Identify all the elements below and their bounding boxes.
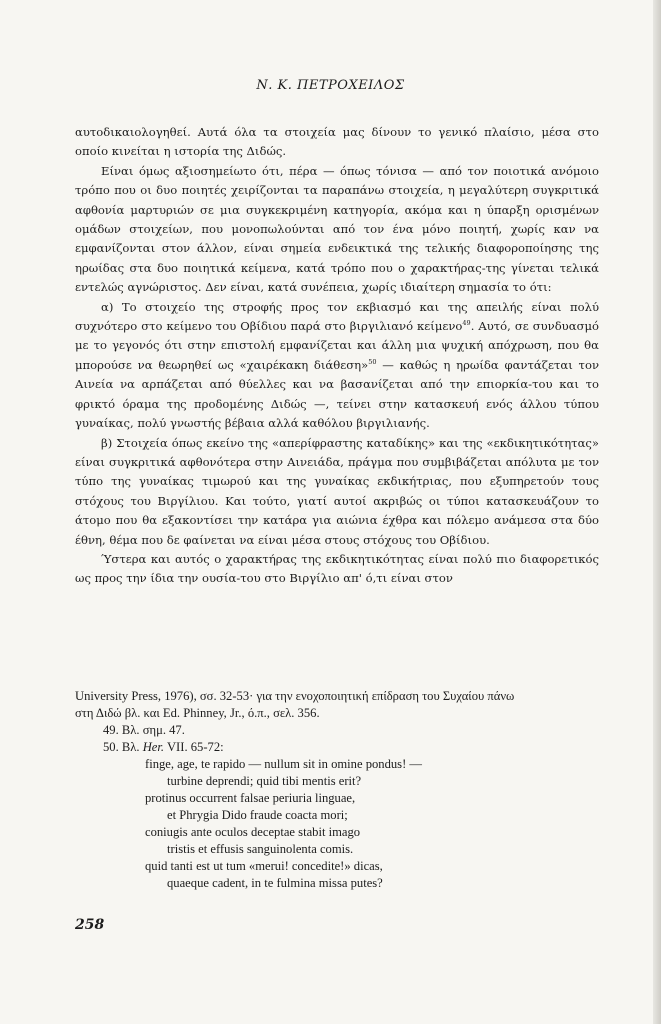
verse-line: turbine deprendi; quid tibi mentis erit?: [167, 774, 362, 788]
verse-line: coniugis ante oculos deceptae stabit imago: [145, 825, 361, 839]
footnote-ref-50: 50: [368, 358, 377, 367]
page-number: 258: [75, 917, 105, 933]
footnote-50-reference: VII. 65-72:: [164, 740, 224, 754]
footnote-ref-49: 49: [462, 319, 471, 328]
running-header: Ν. Κ. ΠΕΤΡΟΧΕΙΛΟΣ: [256, 78, 405, 93]
footnote-49: 49. Βλ. σημ. 47.: [103, 723, 185, 737]
paragraph-alpha-part1: α) Το στοιχείο της στροφής προς τον εκβιασμό και της απειλής είναι πολύ συχνότερο στο κείμενο του Οβίδιου παρά στο βιργιλιανό κείμενο: [75, 299, 599, 334]
paragraph-2: Είναι όμως αξιοσημείωτο ότι, πέρα — όπως τόνισα — από τον ποιοτικά ανόμοιο τρόπο που οι δυο ποιητές χειρίζονται τα παραπάνω στοιχεία, η μεγαλύτερη συγκριτικά αφθονία μαρτυριών σε μια συγκεκριμένη κατηγορία, ακόμα και η ύπαρξη ορισμένων ομάδων στοιχείων, που μονοπωλούνται από τον ένα μόνο ποιητή, χωρίς καν να εμφανίζονται στον άλλον, είναι σημεία ενδεικτικά της τελικής διαφοροποίησης της ηρωίδας στα δυο ποιητικά κείμενα, κατά τρόπο που ο χαρακτήρας-της γίνεται τελικά εντελώς αγνώριστος. Δεν είναι, κατά συνέπεια, χωρίς ιδιαίτερη σημασία το ότι:: [75, 163, 599, 295]
verse-line: quid tanti est ut tum «merui! concedite!» dicas,: [145, 859, 383, 873]
paragraph-alpha-part2: . Αυτό, σε συνδυασμό με το γεγονός ότι στην επιστολή εμφανίζεται και άλλη μια ψυχική απόχρωση, που θα μπορούσε να θεωρηθεί ως «χαιρέκακη διάθεση»: [75, 319, 599, 372]
verse-line: finge, age, te rapido — nullum sit in omine pondus! —: [145, 757, 423, 771]
paragraph-5: Ύστερα και αυτός ο χαρακτήρας της εκδικητικότητας είναι πολύ πιο διαφορετικός ως προς την ίδια την ουσία-του στο Βιργίλιο απ' ό,τι είναι στον: [75, 551, 599, 586]
footnote-continuation-line-1: University Press, 1976), σσ. 32-53· για την ενοχοποιητική επίδραση του Συχαίου πάνω: [75, 689, 515, 703]
footnotes: [75, 688, 599, 892]
page-edge-shadow: [653, 0, 661, 1024]
footnote-50-prefix: 50. Βλ.: [103, 740, 143, 754]
paragraph-alpha-part3: — καθώς η ηρωίδα φαντάζεται τον Αινεία να αρπάζεται από θύελλες και να βασανίζεται από την επιορκία-του και το φρικτό όραμα της προδομένης Διδώς —, τείνει στην κατασκευή ενός άλλου τύπου γυναίκας, πολύ γνωστής βέβαια αλλά καθόλου βιργιλιανής.: [75, 357, 599, 431]
verse-line: protinus occurrent falsae periuria linguae,: [145, 791, 356, 805]
main-text: [75, 123, 599, 589]
paragraph-1: αυτοδικαιολογηθεί. Αυτά όλα τα στοιχεία μας δίνουν το γενικό πλαίσιο, μέσα στο οποίο κινείται η ιστορία της Διδώς.: [75, 125, 599, 159]
footnote-50: [75, 739, 599, 756]
verse-line: et Phrygia Dido fraude coacta mori;: [167, 808, 348, 822]
footnote-50-work-title: Her.: [142, 740, 165, 754]
verse-line: tristis et effusis sanguinolenta comis.: [167, 842, 354, 856]
paragraph-alpha: [75, 298, 599, 434]
paragraph-beta: β) Στοιχεία όπως εκείνο της «απερίφραστης καταδίκης» και της «εκδικητικότητας» είναι συγκριτικά αφθονότερα στην Αινειάδα, πράγμα που συμβιβάζεται απόλυτα με τον τύπο της γυναίκας τιμωρού και της γυναίκας εκδικήτριας, που εξυπηρετούν τους στόχους του Βιργίλιου. Και τούτο, γιατί αυτοί ακριβώς οι τύποι κατασκευάζουν το άτομο που θα εξακοντίσει την κατάρα για αιώνια έχθρα και πόλεμο ανάμεσα στα δύο έθνη, θέμα που δε φαίνεται να είναι μέσα στους στόχους του Οβίδιου.: [75, 435, 599, 547]
footnote-continuation-line-2: στη Διδώ βλ. και Ed. Phinney, Jr., ό.π., σελ. 356.: [75, 706, 320, 720]
verse-line: quaeque cadent, in te fulmina missa putes?: [167, 876, 383, 890]
